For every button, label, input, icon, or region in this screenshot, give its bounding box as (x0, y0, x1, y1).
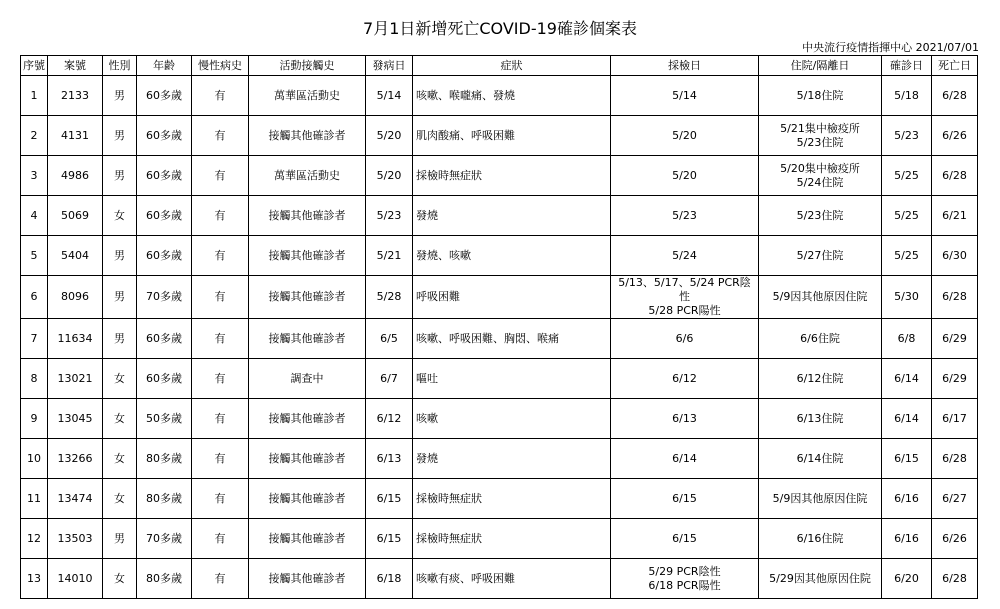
table-row (21, 519, 978, 559)
hospitalization-line: 6/14住院 (796, 451, 844, 465)
row-number-cell: 3 (21, 156, 48, 196)
sex-cell: 女 (103, 196, 137, 236)
sex-cell: 男 (103, 319, 137, 359)
table-row (21, 559, 978, 599)
test-date-cell (611, 519, 759, 559)
row-number-cell: 12 (21, 519, 48, 559)
chronic-disease-cell: 有 (192, 519, 249, 559)
death-date-cell: 6/29 (932, 359, 978, 399)
hospitalization-cell (759, 359, 882, 399)
test-date-cell (611, 559, 759, 599)
test-date-line: 6/6 (675, 331, 694, 345)
row-number-cell: 13 (21, 559, 48, 599)
chronic-disease-cell: 有 (192, 236, 249, 276)
hospitalization-line: 5/21集中檢疫所 (780, 121, 860, 135)
table-row (21, 156, 978, 196)
test-date-cell (611, 116, 759, 156)
test-date-cell (611, 276, 759, 319)
test-date-line: 5/13、5/17、5/24 PCR陰性 (618, 276, 751, 303)
sex-cell: 女 (103, 479, 137, 519)
row-number-cell: 10 (21, 439, 48, 479)
test-date-cell (611, 359, 759, 399)
confirm-date-cell: 5/18 (882, 76, 932, 116)
contact-history-cell: 接觸其他確診者 (249, 116, 366, 156)
death-date-cell: 6/29 (932, 319, 978, 359)
confirm-date-cell: 6/15 (882, 439, 932, 479)
symptoms-cell: 嘔吐 (413, 359, 611, 399)
sex-cell: 女 (103, 559, 137, 599)
death-date-cell: 6/21 (932, 196, 978, 236)
symptoms-cell: 採檢時無症狀 (413, 479, 611, 519)
case-number-cell: 8096 (48, 276, 103, 319)
test-date-cell (611, 76, 759, 116)
table-row (21, 196, 978, 236)
row-number-cell: 9 (21, 399, 48, 439)
test-date-line: 6/12 (672, 371, 697, 385)
sex-cell: 男 (103, 276, 137, 319)
death-date-cell: 6/28 (932, 156, 978, 196)
column-header: 住院/隔離日 (759, 56, 882, 76)
onset-date-cell: 6/7 (366, 359, 413, 399)
chronic-disease-cell: 有 (192, 319, 249, 359)
test-date-cell (611, 479, 759, 519)
column-header: 症狀 (413, 56, 611, 76)
column-header: 採檢日 (611, 56, 759, 76)
confirm-date-cell: 5/30 (882, 276, 932, 319)
hospitalization-line: 5/23住院 (796, 208, 844, 222)
case-number-cell: 5069 (48, 196, 103, 236)
death-date-cell: 6/28 (932, 276, 978, 319)
confirm-date-cell: 6/14 (882, 359, 932, 399)
age-cell: 80多歲 (137, 479, 192, 519)
document-source: 中央流行疫情指揮中心 2021/07/01 (802, 41, 979, 54)
hospitalization-line: 5/24住院 (796, 175, 844, 189)
test-date-line: 5/20 (672, 128, 697, 142)
confirm-date-cell: 5/25 (882, 196, 932, 236)
age-cell: 60多歲 (137, 359, 192, 399)
test-date-cell (611, 319, 759, 359)
column-header: 確診日 (882, 56, 932, 76)
hospitalization-cell (759, 156, 882, 196)
hospitalization-cell (759, 559, 882, 599)
onset-date-cell: 6/15 (366, 519, 413, 559)
confirm-date-cell: 5/23 (882, 116, 932, 156)
row-number-cell: 5 (21, 236, 48, 276)
test-date-cell (611, 439, 759, 479)
confirm-date-cell: 6/16 (882, 479, 932, 519)
hospitalization-cell (759, 479, 882, 519)
hospitalization-line: 6/6住院 (800, 331, 840, 345)
onset-date-cell: 6/5 (366, 319, 413, 359)
hospitalization-line: 5/20集中檢疫所 (780, 161, 860, 175)
test-date-cell (611, 399, 759, 439)
column-header: 死亡日 (932, 56, 978, 76)
row-number-cell: 8 (21, 359, 48, 399)
death-date-cell: 6/28 (932, 439, 978, 479)
age-cell: 60多歲 (137, 196, 192, 236)
age-cell: 60多歲 (137, 236, 192, 276)
contact-history-cell: 接觸其他確診者 (249, 439, 366, 479)
test-date-line: 5/29 PCR陰性 (648, 564, 721, 578)
onset-date-cell: 5/28 (366, 276, 413, 319)
case-number-cell: 4131 (48, 116, 103, 156)
hospitalization-cell (759, 116, 882, 156)
test-date-line: 6/14 (672, 451, 697, 465)
table-row (21, 116, 978, 156)
case-number-cell: 13045 (48, 399, 103, 439)
chronic-disease-cell: 有 (192, 156, 249, 196)
hospitalization-line: 5/9因其他原因住院 (772, 290, 868, 303)
contact-history-cell: 萬華區活動史 (249, 76, 366, 116)
test-date-cell (611, 156, 759, 196)
sex-cell: 女 (103, 399, 137, 439)
sex-cell: 男 (103, 116, 137, 156)
contact-history-cell: 接觸其他確診者 (249, 479, 366, 519)
table-row (21, 439, 978, 479)
hospitalization-cell (759, 236, 882, 276)
onset-date-cell: 5/23 (366, 196, 413, 236)
chronic-disease-cell: 有 (192, 196, 249, 236)
sex-cell: 男 (103, 156, 137, 196)
chronic-disease-cell: 有 (192, 559, 249, 599)
age-cell: 60多歲 (137, 156, 192, 196)
onset-date-cell: 6/13 (366, 439, 413, 479)
table-row (21, 319, 978, 359)
row-number-cell: 1 (21, 76, 48, 116)
hospitalization-cell (759, 319, 882, 359)
death-date-cell: 6/26 (932, 116, 978, 156)
hospitalization-line: 5/23住院 (796, 135, 844, 149)
contact-history-cell: 接觸其他確診者 (249, 319, 366, 359)
header-row (21, 56, 978, 76)
test-date-cell (611, 236, 759, 276)
chronic-disease-cell: 有 (192, 76, 249, 116)
table-header (21, 56, 978, 76)
confirm-date-cell: 5/25 (882, 156, 932, 196)
case-number-cell: 13474 (48, 479, 103, 519)
case-number-cell: 13266 (48, 439, 103, 479)
death-date-cell: 6/28 (932, 559, 978, 599)
table-row (21, 236, 978, 276)
test-date-line: 5/28 PCR陽性 (648, 304, 721, 317)
column-header: 發病日 (366, 56, 413, 76)
onset-date-cell: 5/14 (366, 76, 413, 116)
hospitalization-cell (759, 76, 882, 116)
test-date-line: 6/15 (672, 491, 697, 505)
table-row (21, 479, 978, 519)
document-title: 7月1日新增死亡COVID-19確診個案表 (363, 19, 637, 38)
table-body (21, 76, 978, 599)
death-date-cell: 6/17 (932, 399, 978, 439)
age-cell: 70多歲 (137, 276, 192, 319)
symptoms-cell: 肌肉酸痛、呼吸困難 (413, 116, 611, 156)
symptoms-cell: 咳嗽、呼吸困難、胸悶、喉痛 (413, 319, 611, 359)
hospitalization-cell (759, 439, 882, 479)
symptoms-cell: 發燒 (413, 439, 611, 479)
hospitalization-cell (759, 196, 882, 236)
age-cell: 70多歲 (137, 519, 192, 559)
symptoms-cell: 咳嗽、喉嚨痛、發燒 (413, 76, 611, 116)
column-header: 慢性病史 (192, 56, 249, 76)
onset-date-cell: 6/12 (366, 399, 413, 439)
row-number-cell: 6 (21, 276, 48, 319)
symptoms-cell: 咳嗽 (413, 399, 611, 439)
chronic-disease-cell: 有 (192, 479, 249, 519)
row-number-cell: 4 (21, 196, 48, 236)
column-header: 案號 (48, 56, 103, 76)
test-date-line: 5/24 (672, 248, 697, 262)
test-date-line: 6/15 (672, 531, 697, 545)
test-date-line: 6/13 (672, 411, 697, 425)
column-header: 年齡 (137, 56, 192, 76)
chronic-disease-cell: 有 (192, 276, 249, 319)
row-number-cell: 11 (21, 479, 48, 519)
onset-date-cell: 6/15 (366, 479, 413, 519)
hospitalization-line: 5/29因其他原因住院 (769, 571, 871, 585)
hospitalization-line: 5/27住院 (796, 248, 844, 262)
symptoms-cell: 咳嗽有痰、呼吸困難 (413, 559, 611, 599)
hospitalization-line: 6/12住院 (796, 371, 844, 385)
hospitalization-cell (759, 399, 882, 439)
hospitalization-line: 5/18住院 (796, 88, 844, 102)
hospitalization-line: 5/9因其他原因住院 (772, 491, 868, 505)
contact-history-cell: 接觸其他確診者 (249, 196, 366, 236)
death-date-cell: 6/27 (932, 479, 978, 519)
test-date-line: 5/23 (672, 208, 697, 222)
contact-history-cell: 萬華區活動史 (249, 156, 366, 196)
contact-history-cell: 接觸其他確診者 (249, 399, 366, 439)
test-date-line: 5/14 (672, 88, 697, 102)
hospitalization-line: 6/16住院 (796, 531, 844, 545)
onset-date-cell: 5/20 (366, 116, 413, 156)
symptoms-cell: 採檢時無症狀 (413, 156, 611, 196)
sex-cell: 男 (103, 519, 137, 559)
death-date-cell: 6/26 (932, 519, 978, 559)
chronic-disease-cell: 有 (192, 359, 249, 399)
hospitalization-cell (759, 519, 882, 559)
death-date-cell: 6/28 (932, 76, 978, 116)
contact-history-cell: 接觸其他確診者 (249, 236, 366, 276)
case-number-cell: 13503 (48, 519, 103, 559)
symptoms-cell: 採檢時無症狀 (413, 519, 611, 559)
test-date-cell (611, 196, 759, 236)
hospitalization-line: 6/13住院 (796, 411, 844, 425)
sex-cell: 男 (103, 236, 137, 276)
case-number-cell: 11634 (48, 319, 103, 359)
table-row (21, 76, 978, 116)
symptoms-cell: 呼吸困難 (413, 276, 611, 319)
chronic-disease-cell: 有 (192, 116, 249, 156)
column-header: 序號 (21, 56, 48, 76)
age-cell: 50多歲 (137, 399, 192, 439)
chronic-disease-cell: 有 (192, 439, 249, 479)
case-number-cell: 4986 (48, 156, 103, 196)
case-number-cell: 13021 (48, 359, 103, 399)
age-cell: 80多歲 (137, 559, 192, 599)
age-cell: 60多歲 (137, 116, 192, 156)
chronic-disease-cell: 有 (192, 399, 249, 439)
onset-date-cell: 5/21 (366, 236, 413, 276)
hospitalization-cell (759, 276, 882, 319)
confirm-date-cell: 5/25 (882, 236, 932, 276)
column-header: 活動接觸史 (249, 56, 366, 76)
age-cell: 60多歲 (137, 319, 192, 359)
row-number-cell: 7 (21, 319, 48, 359)
test-date-line: 5/20 (672, 168, 697, 182)
sex-cell: 女 (103, 439, 137, 479)
confirm-date-cell: 6/8 (882, 319, 932, 359)
table-row (21, 276, 978, 319)
symptoms-cell: 發燒、咳嗽 (413, 236, 611, 276)
case-number-cell: 2133 (48, 76, 103, 116)
contact-history-cell: 接觸其他確診者 (249, 559, 366, 599)
sex-cell: 男 (103, 76, 137, 116)
age-cell: 80多歲 (137, 439, 192, 479)
confirm-date-cell: 6/14 (882, 399, 932, 439)
row-number-cell: 2 (21, 116, 48, 156)
table-row (21, 399, 978, 439)
contact-history-cell: 調查中 (249, 359, 366, 399)
death-date-cell: 6/30 (932, 236, 978, 276)
cases-table (20, 55, 978, 599)
age-cell: 60多歲 (137, 76, 192, 116)
confirm-date-cell: 6/16 (882, 519, 932, 559)
contact-history-cell: 接觸其他確診者 (249, 276, 366, 319)
confirm-date-cell: 6/20 (882, 559, 932, 599)
symptoms-cell: 發燒 (413, 196, 611, 236)
table-row (21, 359, 978, 399)
test-date-line: 6/18 PCR陽性 (648, 578, 721, 592)
sex-cell: 女 (103, 359, 137, 399)
contact-history-cell: 接觸其他確診者 (249, 519, 366, 559)
onset-date-cell: 5/20 (366, 156, 413, 196)
column-header: 性別 (103, 56, 137, 76)
case-number-cell: 14010 (48, 559, 103, 599)
onset-date-cell: 6/18 (366, 559, 413, 599)
case-number-cell: 5404 (48, 236, 103, 276)
